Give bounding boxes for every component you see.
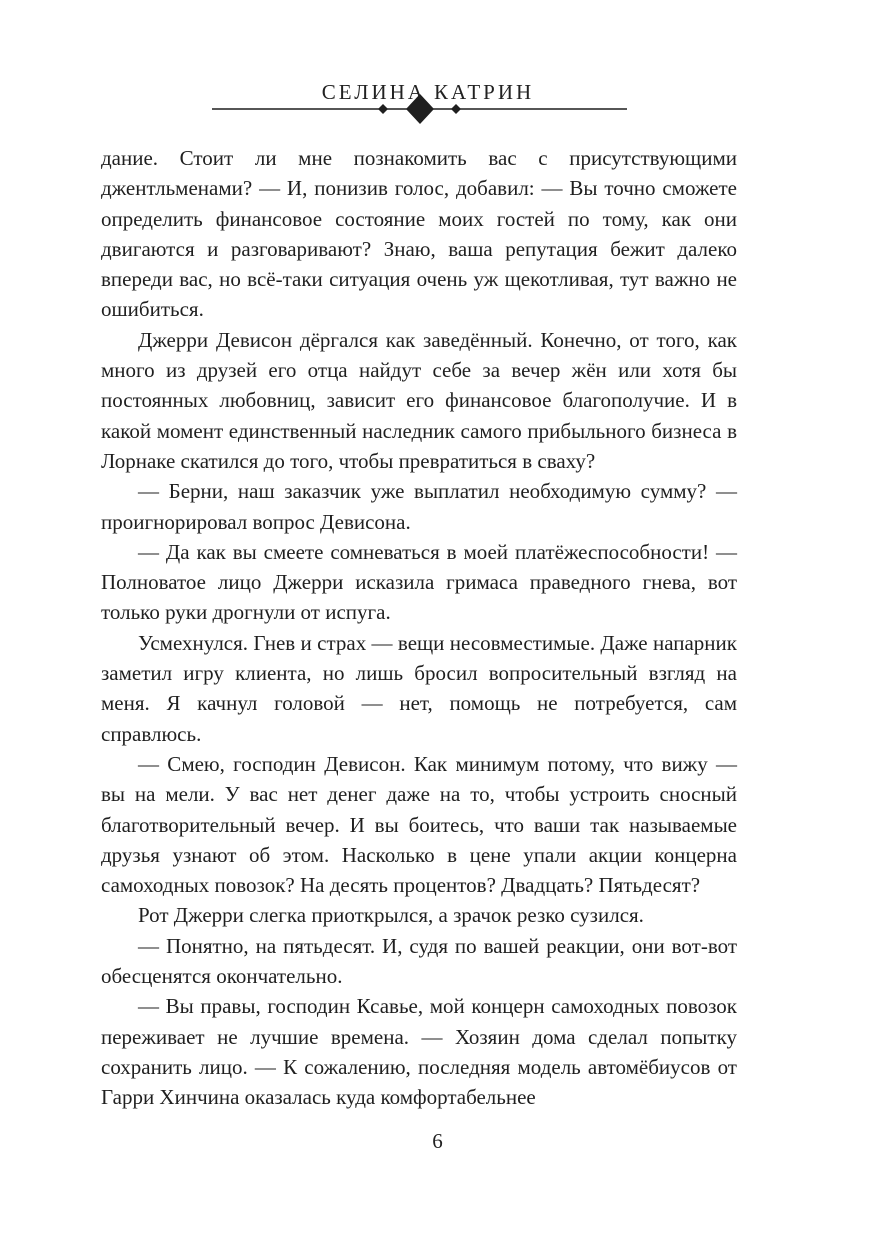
author-last-name: КАТРИН <box>434 80 535 104</box>
paragraph-6: — Смею, господин Девисон. Как минимум потому, что вижу — вы на мели. У вас нет денег даже на то, чтобы устроить сносный благотворительный вечер. И вы боитесь, что ваши так называемые друзья узнают об этом. Насколько в цене упали акции концерна самоходных повозок? На десять процентов? Двадцать? Пятьдесят? <box>101 751 737 898</box>
running-head <box>0 0 875 130</box>
paragraph-8: — Понятно, на пятьдесят. И, судя по вашей реакции, они вот-вот обесценятся окончательно. <box>101 933 737 989</box>
paragraph-9: — Вы правы, господин Ксавье, мой концерн самоходных повозок переживает не лучшие времена. — Хозяин дома сделал попытку сохранить лицо. — К сожалению, последняя модель автомёбиусов от Гарри Хинчина оказалась куда комфортабельнее <box>101 994 737 1110</box>
paragraph-1: дание. Стоит ли мне познакомить вас с присутствующими джентльменами? — И, понизив голос, добавил: — Вы точно сможете определить финансовое состояние моих гостей по тому, как они двигаются и разговаривают? Знаю, ваша репутация бежит далеко впереди вас, но всё-таки ситуация очень уж щекотливая, тут важно не ошибиться. <box>101 146 737 322</box>
paragraph-5: Усмехнулся. Гнев и страх — вещи несовместимые. Даже напарник заметил игру клиента, но лишь бросил вопросительный взгляд на меня. Я качнул головой — нет, помощь не потребуется, сам справлюсь. <box>101 630 737 746</box>
header-ornament <box>0 0 875 130</box>
body-text <box>101 143 737 1113</box>
paragraph-7: Рот Джерри слегка приоткрылся, а зрачок резко сузился. <box>138 903 644 928</box>
author-first-name: СЕЛИНА <box>321 80 426 104</box>
paragraph-4: — Да как вы смеете сомневаться в моей платёжеспособности! — Полноватое лицо Джерри исказила гримаса праведного гнева, вот только руки дрогнули от испуга. <box>101 539 737 625</box>
page-number: 6 <box>432 1129 443 1153</box>
paragraph-3: — Берни, наш заказчик уже выплатил необходимую сумму? — проигнорировал вопрос Девисона. <box>101 479 737 534</box>
paragraph-2: Джерри Девисон дёргался как заведённый. Конечно, от того, как много из друзей его отца найдут себе за вечер жён или хотя бы постоянных любовниц, зависит его финансовое благополучие. И в какой момент единственный наследник самого прибыльного бизнеса в Лорнаке скатился до того, чтобы превратиться в сваху? <box>101 327 737 473</box>
